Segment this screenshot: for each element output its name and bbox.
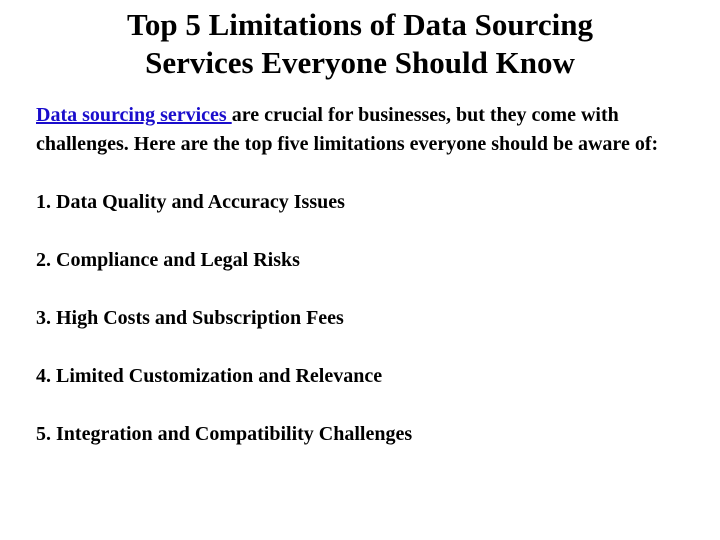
content-body (36, 101, 676, 449)
list-item-1: 1. Data Quality and Accuracy Issues (36, 191, 345, 213)
list-item-3: 3. High Costs and Subscription Fees (36, 307, 344, 329)
title-line-1: Top 5 Limitations of Data Sourcing (127, 7, 593, 42)
intro-text: are crucial for businesses, but they come with challenges. Here are the top five limitations everyone should be aware of: (36, 104, 659, 155)
data-sourcing-services-link[interactable]: Data sourcing services (36, 104, 232, 126)
list-item-2: 2. Compliance and Legal Risks (36, 249, 300, 271)
title-line-2: Services Everyone Should Know (145, 45, 575, 80)
list-item-4: 4. Limited Customization and Relevance (36, 365, 383, 387)
page-title (60, 6, 660, 82)
list-item-5: 5. Integration and Compatibility Challenges (36, 423, 413, 445)
intro-paragraph (36, 101, 676, 159)
